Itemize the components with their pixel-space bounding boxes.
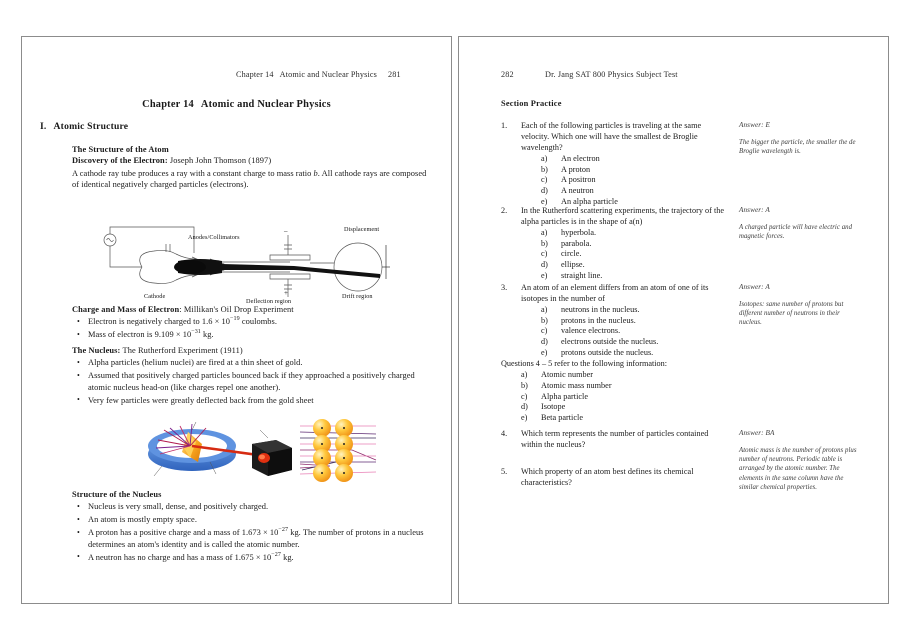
choice-letter: b) — [521, 380, 528, 390]
question-text: Which property of an atom best defines its chemical characteristics? — [521, 467, 694, 487]
crt-label-anodes: Anodes/Collimators — [188, 234, 240, 241]
choice-a[interactable] — [541, 153, 731, 165]
choice-letter: d) — [541, 186, 548, 196]
list-item — [72, 370, 432, 393]
annotation-question-3 — [739, 283, 859, 328]
choice-text: hyperbola. — [561, 227, 597, 237]
choice-text: Atomic mass number — [541, 380, 612, 390]
answer-label: Answer: BA — [739, 429, 775, 437]
bullet-sup: −27 — [271, 552, 281, 559]
discovery-of-electron-line — [72, 156, 432, 165]
bullet-text: Nucleus is very small, dense, and positively charged. — [88, 502, 269, 511]
heading-structure-of-the-nucleus: Structure of the Nucleus — [72, 490, 162, 499]
nucleus-rest: The Rutherford Experiment (1911) — [120, 346, 243, 355]
block-charge-mass-electron — [72, 305, 432, 342]
choice-d[interactable] — [541, 260, 731, 271]
section-title: Atomic Structure — [53, 121, 129, 132]
annotation-question-1 — [739, 121, 859, 156]
page-left — [21, 36, 452, 604]
choice-text: straight line. — [561, 271, 603, 280]
crt-label-drift-region: Drift region — [342, 293, 373, 300]
block-structure-of-nucleus — [72, 490, 432, 565]
choice-b[interactable] — [541, 164, 731, 176]
block-structure-of-atom — [72, 145, 432, 191]
choice-letter: e) — [541, 348, 548, 357]
choice-e[interactable] — [521, 413, 741, 424]
shared-stem-choice-list — [521, 369, 741, 424]
heading-structure-of-the-atom: The Structure of the Atom — [72, 145, 169, 154]
choice-text: protons outside the nucleus. — [561, 348, 654, 357]
cathode-ratio-symbol: b — [313, 169, 318, 178]
choice-text: Alpha particle — [541, 391, 589, 401]
choice-a[interactable] — [541, 304, 731, 316]
bullet-text: Mass of electron is 9.109 × 10 — [88, 330, 192, 340]
choice-d[interactable] — [541, 337, 731, 348]
page-right — [458, 36, 889, 604]
choice-letter: e) — [521, 413, 528, 423]
heading-the-nucleus — [72, 346, 432, 355]
list-charge-mass — [72, 316, 432, 341]
radioactive-source-box — [252, 440, 292, 476]
section-heading — [40, 121, 128, 132]
choice-text: A proton — [561, 164, 591, 174]
choice-letter: e) — [541, 196, 548, 206]
choice-text: parabola. — [561, 238, 592, 248]
choice-text: An electron — [561, 153, 600, 163]
heading-charge-and-mass — [72, 305, 432, 314]
choice-b[interactable] — [541, 315, 731, 327]
choice-letter: c) — [521, 391, 528, 401]
list-item — [72, 514, 432, 526]
choice-letter: b) — [541, 238, 548, 248]
list-item — [72, 357, 432, 369]
choice-text: Isotope — [541, 402, 566, 412]
list-item — [72, 316, 432, 328]
discovery-text: Joseph John Thomson (1897) — [167, 156, 272, 165]
chapter-title-label: Chapter 14 — [142, 99, 194, 110]
atoms — [313, 419, 353, 482]
question-text: Which term represents the number of particles contained within the nucleus? — [521, 429, 709, 449]
question-3 — [501, 283, 731, 359]
choice-letter: a) — [521, 369, 528, 379]
choice-letter: b) — [541, 315, 548, 325]
choice-d[interactable] — [521, 402, 741, 413]
choice-text: valence electrons. — [561, 326, 621, 336]
list-the-nucleus — [72, 357, 432, 406]
bullet-text: Assumed that positively charged particles bounced back if they approached a positively charged atomic nucleus head-on (like charges repel one another). — [88, 371, 415, 392]
bullet-text: A neutron has no charge and has a mass of 1.675 × 10 — [88, 552, 272, 562]
running-head-book-title: Dr. Jang SAT 800 Physics Subject Test — [545, 70, 678, 79]
answer-label: Answer: E — [739, 121, 771, 129]
crt-label-minus: – — [284, 227, 288, 235]
choice-letter: c) — [541, 326, 548, 336]
running-head-chapter: Chapter 14 — [236, 70, 274, 79]
choice-list — [541, 304, 731, 359]
choice-text: protons in the nucleus. — [561, 315, 636, 325]
choice-letter: c) — [541, 249, 548, 259]
choice-a[interactable] — [541, 227, 731, 239]
choice-list — [541, 227, 731, 282]
choice-c[interactable] — [541, 175, 731, 186]
running-head-right — [501, 70, 678, 79]
choice-text: neutrons in the nucleus. — [561, 304, 640, 314]
rutherford-gold-foil-figure — [140, 418, 380, 482]
choice-letter: c) — [541, 175, 548, 185]
choice-text: Beta particle — [541, 413, 583, 423]
chapter-title — [22, 99, 451, 110]
rutherford-diagram-svg — [140, 418, 380, 482]
annotation-question-4 — [739, 429, 859, 492]
crt-label-deflection-region: Deflection region — [246, 298, 292, 305]
choice-e[interactable] — [541, 271, 731, 282]
bullet-sup: −19 — [230, 316, 240, 323]
bullet-text: An atom is mostly empty space. — [88, 515, 197, 525]
choice-text: electrons outside the nucleus. — [561, 337, 659, 347]
charge-mass-rest: : Millikan's Oil Drop Experiment — [179, 305, 294, 314]
answer-explanation: A charged particle will have electric and magnetic forces. — [739, 224, 853, 241]
choice-letter: d) — [521, 402, 528, 412]
choice-d[interactable] — [541, 186, 731, 197]
bullet-text-post: coulombs. — [239, 317, 277, 326]
question-1 — [501, 121, 731, 208]
section-practice-title: Section Practice — [501, 99, 562, 108]
answer-label: Answer: A — [739, 283, 770, 291]
choice-c[interactable] — [521, 391, 741, 403]
list-item — [72, 552, 432, 564]
choice-text: ellipse. — [561, 260, 585, 270]
choice-text: An alpha particle — [561, 196, 618, 206]
list-item — [72, 501, 432, 513]
question-text: Each of the following particles is traveling at the same velocity. Which one will have the smallest de Broglie wavelength? — [521, 121, 702, 152]
question-text: An atom of an element differs from an atom of one of its isotopes in the number of — [521, 283, 709, 303]
page-number-left: 281 — [388, 70, 401, 79]
choice-c[interactable] — [541, 249, 731, 260]
cathode-text-pre: A cathode ray tube produces a ray with a constant charge to mass ratio — [72, 169, 314, 178]
running-head-left — [236, 70, 401, 79]
chapter-title-text: Atomic and Nuclear Physics — [200, 99, 331, 110]
charge-mass-label: Charge and Mass of Electron — [72, 305, 180, 314]
bullet-sup: −31 — [191, 329, 201, 336]
cathode-ray-tube-figure — [94, 223, 414, 305]
bullet-text: Very few particles were greatly deflected back from the gold sheet — [88, 395, 314, 405]
choice-text: A neutron — [561, 186, 594, 196]
cathode-text-post: . All cathode rays are composed of identical negatively charged particles (electrons). — [72, 169, 427, 190]
answer-explanation: Atomic mass is the number of protons plus number of neutrons. Periodic table is arranged by the atomic number. The elements in the same column have the similar chemical properties. — [739, 447, 857, 491]
shared-stem-text: Questions 4 – 5 refer to the following information: — [501, 359, 667, 368]
choice-text: A positron — [561, 175, 596, 185]
question-number: 2. — [501, 206, 508, 215]
choice-letter: b) — [541, 164, 548, 174]
page-number-right: 282 — [501, 70, 514, 79]
shared-stem-questions-4-5 — [501, 359, 741, 424]
question-number: 5. — [501, 467, 508, 476]
question-4 — [501, 429, 731, 451]
choice-a[interactable] — [521, 369, 741, 381]
choice-b[interactable] — [541, 238, 731, 250]
nucleus-label: The Nucleus: — [72, 346, 121, 355]
choice-letter: a) — [541, 227, 548, 237]
discovery-label: Discovery of the Electron: — [72, 156, 168, 165]
answer-explanation: The bigger the particle, the smaller the de Broglie wavelength is. — [739, 139, 856, 156]
choice-letter: a) — [541, 304, 548, 314]
crt-label-displacement: Displacement — [344, 226, 380, 233]
choice-letter: a) — [541, 153, 548, 163]
bullet-sup: −27 — [278, 527, 289, 534]
bullet-text-post: kg. — [200, 330, 214, 340]
question-2 — [501, 206, 731, 282]
choice-b[interactable] — [521, 380, 741, 392]
choice-text: Atomic number — [541, 369, 594, 379]
choice-letter: d) — [541, 260, 548, 270]
block-the-nucleus — [72, 346, 432, 408]
question-number: 4. — [501, 429, 508, 438]
choice-e[interactable] — [541, 348, 731, 359]
question-text: In the Rutherford scattering experiments, the trajectory of the alpha particles is in the shape of a(n) — [521, 206, 725, 226]
crt-label-plus: + — [284, 289, 289, 297]
question-number: 3. — [501, 283, 508, 292]
question-number: 1. — [501, 121, 508, 130]
section-numeral: I. — [40, 121, 47, 132]
choice-letter: e) — [541, 271, 548, 280]
bullet-text: A proton has a positive charge and a mass of 1.673 × 10 — [88, 528, 279, 538]
choice-text: circle. — [561, 249, 582, 259]
answer-explanation: Isotopes: same number of protons but different number of neutrons in their nucleus. — [739, 301, 844, 327]
choice-list — [541, 153, 731, 208]
annotation-question-2 — [739, 206, 859, 241]
bullet-text: Electron is negatively charged to 1.6 × 10 — [88, 317, 231, 326]
running-head-title: Atomic and Nuclear Physics — [279, 70, 378, 79]
list-item — [72, 329, 432, 341]
question-5 — [501, 467, 731, 489]
list-item — [72, 395, 432, 407]
atom-lattice-group — [300, 419, 376, 482]
crt-label-cathode: Cathode — [144, 293, 166, 300]
paragraph-cathode-ray-tube — [72, 168, 432, 191]
bullet-text-post: kg. The number of protons in a nucleus determines an atom's identity and is called the atomic number. — [88, 528, 424, 549]
bullet-text: Alpha particles (helium nuclei) are fired at a thin sheet of gold. — [88, 358, 303, 367]
list-structure-of-nucleus — [72, 501, 432, 563]
list-item — [72, 527, 432, 550]
bullet-text-post: kg. — [280, 552, 294, 562]
choice-letter: d) — [541, 337, 548, 347]
choice-c[interactable] — [541, 326, 731, 337]
answer-label: Answer: A — [739, 206, 770, 214]
